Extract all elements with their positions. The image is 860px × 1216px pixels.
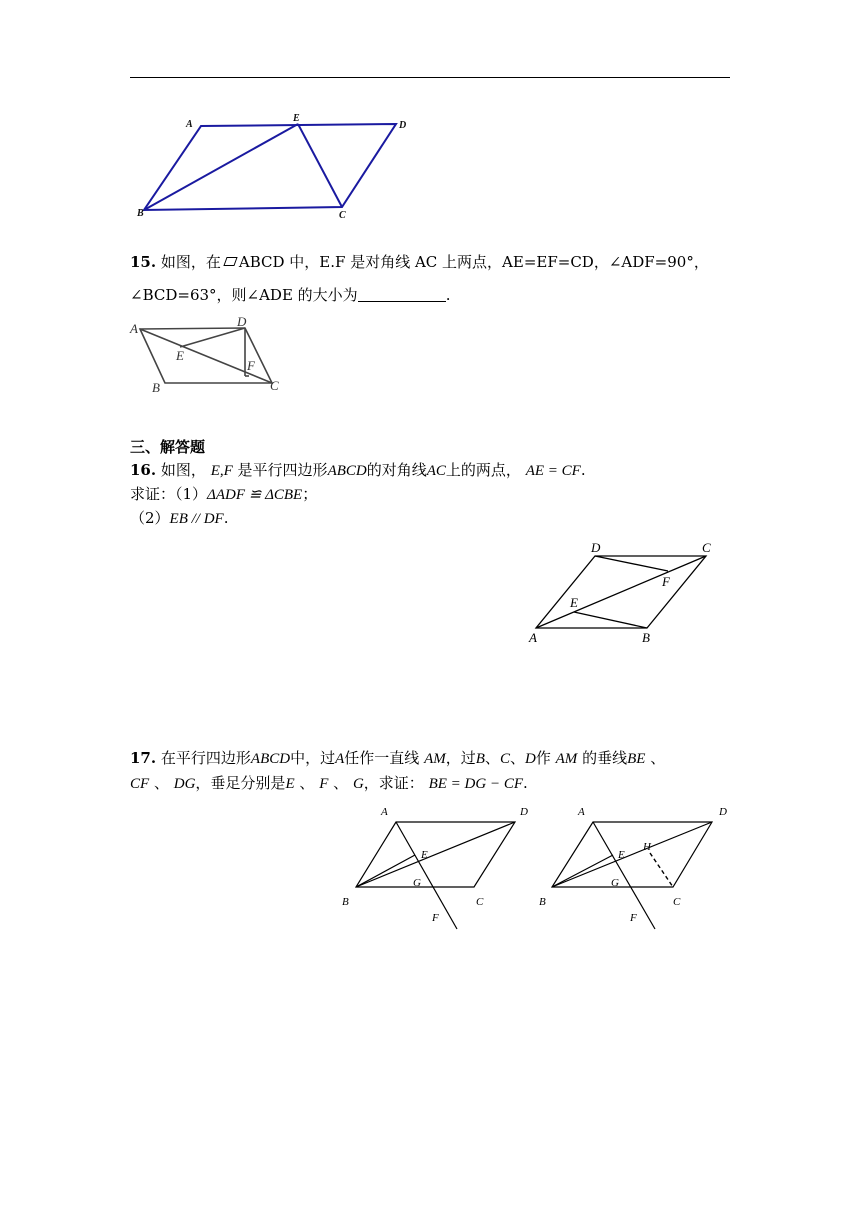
q16-t3a: （2） [130, 509, 170, 527]
q16-t2c: ； [302, 485, 318, 503]
fig14-label-e: E [293, 113, 300, 124]
q17-t2e: E [285, 776, 295, 792]
q17-t1i: 、 [484, 749, 500, 767]
q17-t2a: CF [130, 776, 150, 792]
fig15-label-e: E [176, 348, 184, 363]
figure-16-lines [536, 556, 706, 628]
q16-t1e: 的对角线 [366, 461, 427, 479]
q17-line-2 [130, 773, 528, 794]
q17-t2b: 、 [153, 774, 169, 792]
q17-t1p: BE [627, 751, 646, 767]
fig16-label-b: B [642, 630, 650, 645]
fig16-label-d: D [591, 540, 601, 555]
figure-17-dashed-line [650, 853, 673, 887]
q16-t1a: 如图， [160, 461, 206, 479]
q17-line-1 [130, 748, 665, 769]
q15-text-2b: . [445, 286, 451, 304]
q17-t1l: D [524, 751, 536, 767]
fig17a-label-e: E [421, 849, 428, 861]
fig14-label-d: D [399, 120, 407, 131]
q17-t2c: DG [173, 776, 196, 792]
q16-t1b: E,F [210, 463, 233, 479]
q17-number: 17. [130, 749, 157, 767]
fig15-label-b: B [152, 380, 160, 395]
q17-t1j: C [499, 751, 510, 767]
fig15-label-c: C [270, 378, 279, 393]
q17-t1m: 作 [535, 749, 551, 767]
fig17b-label-c: C [673, 896, 681, 908]
fig17b-label-g: G [611, 877, 619, 889]
parallelogram-icon [223, 257, 237, 266]
q17-t1b: ABCD [250, 751, 291, 767]
q17-t2f: 、 [299, 774, 315, 792]
section-heading: 三、解答题 [130, 438, 206, 456]
header-rule [130, 77, 730, 78]
fig16-label-f: F [662, 574, 670, 589]
q17-t1n: AM [555, 751, 578, 767]
q16-line-3 [130, 508, 228, 529]
q17-t1a: 在平行四边形 [160, 749, 251, 767]
q16-t1h: AE = CF [525, 463, 581, 479]
q15-line-1 [130, 252, 709, 272]
fig17b-label-h: H [643, 841, 651, 853]
q16-t1d: ABCD [327, 463, 367, 479]
q16-line-1 [130, 460, 586, 481]
q17-t1g: ，过 [445, 749, 476, 767]
fig15-label-f: F [247, 358, 255, 373]
q17-t1f: AM [424, 751, 446, 767]
fig17a-label-d: D [520, 806, 528, 818]
fig16-label-e: E [570, 595, 578, 610]
q15-line-2 [130, 285, 450, 305]
q17-t2j: ，求证： [363, 774, 424, 792]
q17-t1e: 任作一直线 [344, 749, 420, 767]
fig17b-label-a: A [578, 806, 585, 818]
fig17a-label-b: B [342, 896, 349, 908]
figure-16 [522, 538, 722, 648]
fig14-label-b: B [137, 208, 144, 219]
fig17a-label-a: A [381, 806, 388, 818]
figure-14-lines [144, 124, 396, 210]
q16-t1c: 是平行四边形 [237, 461, 328, 479]
q17-t2k: BE = DG − CF [428, 776, 523, 792]
q16-t1f: AC [426, 463, 446, 479]
fig17b-label-d: D [719, 806, 727, 818]
q15-answer-blank [358, 287, 446, 302]
figure-14 [130, 108, 420, 223]
q15-text-1b: ABCD 中，E.F 是对角线 AC 上两点，AE=EF=CD，∠ADF=90°， [238, 253, 709, 271]
q16-t2b: ΔADF ≌ ΔCBE [207, 487, 303, 503]
fig17b-label-b: B [539, 896, 546, 908]
fig15-label-a: A [130, 321, 138, 336]
q17-t1o: 的垂线 [582, 749, 628, 767]
q17-t2l: . [522, 774, 528, 792]
q15-text-1a: 如图，在 [160, 253, 221, 271]
q17-t1k: 、 [509, 749, 525, 767]
q17-t1q: 、 [650, 749, 666, 767]
fig15-label-d: D [237, 314, 247, 329]
fig17a-label-c: C [476, 896, 484, 908]
q17-t2d: ，垂足分别是 [195, 774, 286, 792]
figure-17 [335, 800, 735, 935]
q16-t1g: 上的两点， [445, 461, 521, 479]
q15-number: 15. [130, 253, 157, 271]
fig17b-label-f: F [630, 912, 637, 924]
fig17b-label-e: E [618, 849, 625, 861]
q16-t3c: . [223, 509, 229, 527]
fig14-label-a: A [186, 119, 193, 130]
q17-t2g: F [319, 776, 329, 792]
fig16-label-c: C [702, 540, 711, 555]
fig14-label-c: C [339, 210, 346, 221]
figure-15-lines [140, 328, 272, 383]
q16-t3b: EB // DF [169, 511, 224, 527]
q17-t2i: G [352, 776, 364, 792]
q17-t1h: B [475, 751, 485, 767]
q16-number: 16. [130, 461, 157, 479]
fig16-label-a: A [529, 630, 537, 645]
q16-t1i: . [580, 461, 586, 479]
q16-t2a: 求证：（1） [130, 485, 208, 503]
figure-15 [128, 314, 288, 396]
fig17a-label-f: F [432, 912, 439, 924]
q17-t1c: 中，过 [290, 749, 336, 767]
q17-t1d: A [335, 751, 345, 767]
q15-text-2a: ∠BCD=63°，则∠ADE 的大小为 [130, 286, 358, 304]
q17-t2h: 、 [333, 774, 349, 792]
q16-line-2 [130, 484, 317, 505]
fig17a-label-g: G [413, 877, 421, 889]
